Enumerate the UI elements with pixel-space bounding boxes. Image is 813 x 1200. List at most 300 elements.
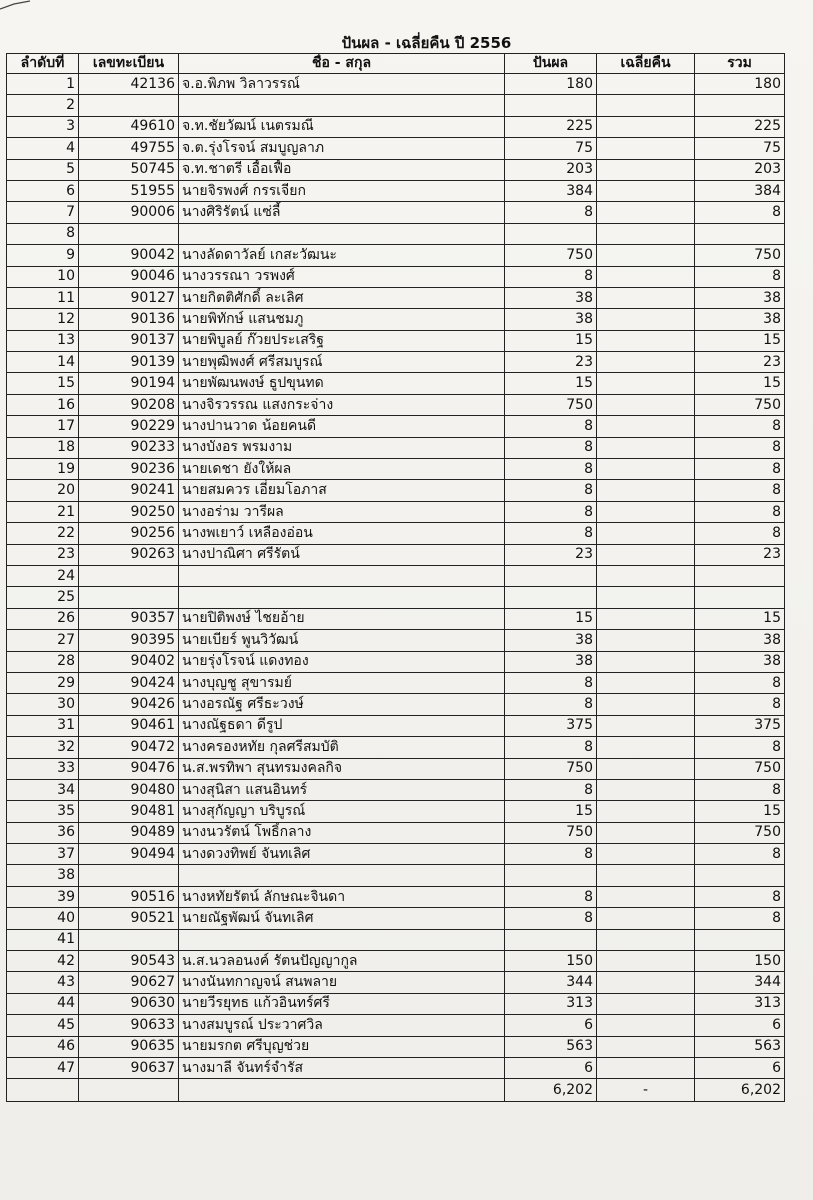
cell-total: 8 (695, 266, 785, 287)
cell-no: 37 (7, 844, 79, 865)
cell-name: นายพิทักษ์ แสนชมภู (179, 309, 505, 330)
totals-total: 6,202 (695, 1079, 785, 1102)
cell-total (695, 223, 785, 244)
cell-name (179, 95, 505, 116)
cell-dividend: 8 (505, 480, 597, 501)
totals-blank-reg (79, 1079, 179, 1102)
cell-refund (597, 651, 695, 672)
table-row (7, 116, 785, 137)
cell-no: 40 (7, 908, 79, 929)
cell-no: 9 (7, 245, 79, 266)
cell-total: 563 (695, 1036, 785, 1057)
cell-refund (597, 694, 695, 715)
cell-total: 750 (695, 245, 785, 266)
cell-reg: 90256 (79, 523, 179, 544)
table-row (7, 138, 785, 159)
cell-name: นางหทัยรัตน์ ลักษณะจินดา (179, 886, 505, 907)
cell-name: นางอรณัฐ ศรีธะวงษ์ (179, 694, 505, 715)
cell-name: นางลัดดาวัลย์ เกสะวัฒนะ (179, 245, 505, 266)
cell-dividend (505, 565, 597, 586)
cell-refund (597, 266, 695, 287)
cell-name: น.ส.นวลอนงค์ รัตนปัญญากูล (179, 951, 505, 972)
cell-refund (597, 95, 695, 116)
cell-refund (597, 74, 695, 95)
table-header-row (7, 54, 785, 74)
cell-no: 38 (7, 865, 79, 886)
cell-reg: 90236 (79, 459, 179, 480)
cell-no: 43 (7, 972, 79, 993)
table-row (7, 245, 785, 266)
cell-total: 15 (695, 330, 785, 351)
table-row (7, 180, 785, 201)
cell-no: 45 (7, 1015, 79, 1036)
table-row (7, 1057, 785, 1078)
cell-no: 19 (7, 459, 79, 480)
cell-refund (597, 501, 695, 522)
cell-reg: 90633 (79, 1015, 179, 1036)
table-row (7, 544, 785, 565)
cell-name: นายเบียร์ พูนวิวัฒน์ (179, 630, 505, 651)
cell-no: 29 (7, 672, 79, 693)
cell-dividend: 8 (505, 459, 597, 480)
cell-total: 344 (695, 972, 785, 993)
cell-total: 8 (695, 480, 785, 501)
cell-refund (597, 608, 695, 629)
dividend-table (6, 53, 785, 1102)
cell-total: 38 (695, 309, 785, 330)
cell-refund (597, 908, 695, 929)
cell-reg: 90480 (79, 779, 179, 800)
cell-total: 150 (695, 951, 785, 972)
cell-reg: 90472 (79, 737, 179, 758)
cell-no: 18 (7, 437, 79, 458)
table-row (7, 74, 785, 95)
cell-name: นางศิริรัตน์ แซ่ลี้ (179, 202, 505, 223)
cell-no: 1 (7, 74, 79, 95)
cell-dividend: 75 (505, 138, 597, 159)
cell-reg: 90637 (79, 1057, 179, 1078)
cell-name: จ.ต.รุ่งโรจน์ สมบูญลาภ (179, 138, 505, 159)
cell-name: นายปิติพงษ์ ไชยอ้าย (179, 608, 505, 629)
cell-refund (597, 459, 695, 480)
cell-no: 13 (7, 330, 79, 351)
cell-total: 15 (695, 373, 785, 394)
header-dividend: ปันผล (505, 54, 597, 74)
cell-reg: 90208 (79, 394, 179, 415)
cell-total: 8 (695, 523, 785, 544)
cell-refund (597, 844, 695, 865)
cell-name: นายวีรยุทธ แก้วอินทร์ศรี (179, 993, 505, 1014)
cell-dividend: 750 (505, 758, 597, 779)
cell-no: 39 (7, 886, 79, 907)
cell-name: นางอร่าม วารีผล (179, 501, 505, 522)
table-row (7, 779, 785, 800)
cell-dividend: 8 (505, 437, 597, 458)
table-row (7, 801, 785, 822)
cell-refund (597, 373, 695, 394)
cell-no: 26 (7, 608, 79, 629)
cell-name: นางสุกัญญา บริบูรณ์ (179, 801, 505, 822)
table-row (7, 951, 785, 972)
cell-name: จ.ท.ชาตรี เอื้อเฟื้อ (179, 159, 505, 180)
cell-total: 750 (695, 758, 785, 779)
cell-total: 23 (695, 544, 785, 565)
cell-name: นางนวรัตน์ โพธิ์กลาง (179, 822, 505, 843)
table-row (7, 480, 785, 501)
cell-total: 750 (695, 394, 785, 415)
cell-dividend: 8 (505, 779, 597, 800)
cell-no: 35 (7, 801, 79, 822)
cell-dividend: 38 (505, 630, 597, 651)
table-row (7, 694, 785, 715)
table-row (7, 523, 785, 544)
cell-no: 47 (7, 1057, 79, 1078)
cell-no: 3 (7, 116, 79, 137)
cell-total: 8 (695, 672, 785, 693)
cell-name: นางครองหทัย กุลศรีสมบัติ (179, 737, 505, 758)
cell-no: 42 (7, 951, 79, 972)
cell-reg: 90136 (79, 309, 179, 330)
totals-dividend: 6,202 (505, 1079, 597, 1102)
cell-no: 10 (7, 266, 79, 287)
cell-reg: 90461 (79, 715, 179, 736)
cell-reg: 49610 (79, 116, 179, 137)
cell-refund (597, 394, 695, 415)
table-row (7, 202, 785, 223)
cell-dividend: 15 (505, 373, 597, 394)
cell-no: 24 (7, 565, 79, 586)
cell-total: 38 (695, 287, 785, 308)
cell-total: 384 (695, 180, 785, 201)
cell-dividend: 8 (505, 672, 597, 693)
cell-dividend (505, 587, 597, 608)
cell-total: 750 (695, 822, 785, 843)
cell-reg: 90006 (79, 202, 179, 223)
table-row (7, 95, 785, 116)
cell-no: 16 (7, 394, 79, 415)
cell-name (179, 587, 505, 608)
cell-name: นางสมบูรณ์ ประวาศวิล (179, 1015, 505, 1036)
cell-name: นางมาลี จันทร์จำรัส (179, 1057, 505, 1078)
cell-total: 8 (695, 737, 785, 758)
cell-name: จ.ท.ชัยวัฒน์ เนตรมณี (179, 116, 505, 137)
cell-reg (79, 95, 179, 116)
cell-refund (597, 180, 695, 201)
cell-name: นางปานวาด น้อยคนดี (179, 416, 505, 437)
table-row (7, 373, 785, 394)
cell-name: นายพิบูลย์ ก๊วยประเสริฐ (179, 330, 505, 351)
cell-no: 2 (7, 95, 79, 116)
cell-name: นายมรกต ศรีบุญช่วย (179, 1036, 505, 1057)
cell-total: 38 (695, 630, 785, 651)
cell-dividend: 15 (505, 801, 597, 822)
cell-reg (79, 223, 179, 244)
table-row (7, 394, 785, 415)
cell-refund (597, 630, 695, 651)
cell-name: นายเดชา ยังให้ผล (179, 459, 505, 480)
cell-dividend: 38 (505, 287, 597, 308)
table-row (7, 437, 785, 458)
cell-refund (597, 202, 695, 223)
cell-reg: 90127 (79, 287, 179, 308)
table-row (7, 651, 785, 672)
cell-name: นางนันทกาญจน์ สนพลาย (179, 972, 505, 993)
cell-dividend (505, 95, 597, 116)
table-row (7, 501, 785, 522)
cell-no: 44 (7, 993, 79, 1014)
cell-dividend (505, 865, 597, 886)
cell-reg: 90494 (79, 844, 179, 865)
cell-dividend: 15 (505, 330, 597, 351)
cell-dividend: 563 (505, 1036, 597, 1057)
cell-total: 203 (695, 159, 785, 180)
pen-mark (0, 0, 40, 10)
cell-no: 41 (7, 929, 79, 950)
table-row (7, 865, 785, 886)
cell-refund (597, 309, 695, 330)
cell-name: นายรุ่งโรจน์ แดงทอง (179, 651, 505, 672)
cell-dividend: 344 (505, 972, 597, 993)
cell-no: 32 (7, 737, 79, 758)
cell-refund (597, 565, 695, 586)
cell-reg: 51955 (79, 180, 179, 201)
cell-no: 23 (7, 544, 79, 565)
cell-no: 34 (7, 779, 79, 800)
table-row (7, 737, 785, 758)
cell-dividend: 8 (505, 416, 597, 437)
cell-total: 8 (695, 779, 785, 800)
cell-dividend: 313 (505, 993, 597, 1014)
cell-reg: 90521 (79, 908, 179, 929)
cell-refund (597, 116, 695, 137)
table-row (7, 822, 785, 843)
cell-reg: 90424 (79, 672, 179, 693)
cell-no: 25 (7, 587, 79, 608)
cell-name: นางวรรณา วรพงศ์ (179, 266, 505, 287)
cell-total: 23 (695, 352, 785, 373)
cell-reg: 90042 (79, 245, 179, 266)
cell-name (179, 929, 505, 950)
cell-reg: 90476 (79, 758, 179, 779)
cell-dividend: 8 (505, 844, 597, 865)
cell-total: 8 (695, 416, 785, 437)
cell-no: 27 (7, 630, 79, 651)
cell-no: 31 (7, 715, 79, 736)
cell-refund (597, 523, 695, 544)
table-row (7, 159, 785, 180)
cell-dividend: 8 (505, 737, 597, 758)
table-row (7, 266, 785, 287)
cell-dividend (505, 223, 597, 244)
cell-total: 8 (695, 844, 785, 865)
cell-refund (597, 352, 695, 373)
cell-no: 5 (7, 159, 79, 180)
cell-refund (597, 1036, 695, 1057)
page-title: ปันผล - เฉลี่ยคืน ปี 2556 (341, 34, 512, 52)
table-body (7, 74, 785, 1079)
table-row (7, 309, 785, 330)
cell-reg (79, 929, 179, 950)
cell-name: นางณัฐธดา ดีรูป (179, 715, 505, 736)
cell-refund (597, 287, 695, 308)
table-row (7, 715, 785, 736)
table-row (7, 352, 785, 373)
cell-reg: 90137 (79, 330, 179, 351)
cell-no: 12 (7, 309, 79, 330)
cell-refund (597, 223, 695, 244)
cell-refund (597, 245, 695, 266)
header-reg: เลขทะเบียน (79, 54, 179, 74)
table-row (7, 844, 785, 865)
totals-refund: - (597, 1079, 695, 1102)
table-row (7, 758, 785, 779)
cell-dividend: 750 (505, 245, 597, 266)
cell-dividend: 8 (505, 694, 597, 715)
cell-reg: 90046 (79, 266, 179, 287)
cell-name: นายณัฐพัฒน์ จันทเลิศ (179, 908, 505, 929)
cell-refund (597, 437, 695, 458)
cell-total: 15 (695, 801, 785, 822)
cell-total: 38 (695, 651, 785, 672)
cell-name: นางปาณิศา ศรีรัตน์ (179, 544, 505, 565)
cell-dividend: 23 (505, 544, 597, 565)
cell-total: 180 (695, 74, 785, 95)
cell-dividend: 15 (505, 608, 597, 629)
table-row (7, 287, 785, 308)
table-row (7, 608, 785, 629)
cell-no: 15 (7, 373, 79, 394)
cell-name: นายกิตติศักดิ์ ละเลิศ (179, 287, 505, 308)
cell-dividend: 384 (505, 180, 597, 201)
cell-reg: 90395 (79, 630, 179, 651)
cell-refund (597, 758, 695, 779)
cell-refund (597, 822, 695, 843)
cell-dividend: 8 (505, 908, 597, 929)
cell-no: 14 (7, 352, 79, 373)
cell-refund (597, 480, 695, 501)
table-row (7, 630, 785, 651)
cell-no: 4 (7, 138, 79, 159)
cell-name: น.ส.พรทิพา สุนทรมงคลกิจ (179, 758, 505, 779)
header-total: รวม (695, 54, 785, 74)
cell-no: 21 (7, 501, 79, 522)
cell-name: นางบุญชู สุขารมย์ (179, 672, 505, 693)
cell-refund (597, 972, 695, 993)
cell-reg: 50745 (79, 159, 179, 180)
cell-total (695, 929, 785, 950)
cell-refund (597, 886, 695, 907)
cell-name: นางจิรวรรณ แสงกระจ่าง (179, 394, 505, 415)
cell-total: 8 (695, 437, 785, 458)
cell-name (179, 223, 505, 244)
cell-name: นางบังอร พรมงาม (179, 437, 505, 458)
cell-reg: 90543 (79, 951, 179, 972)
cell-dividend: 150 (505, 951, 597, 972)
cell-reg (79, 565, 179, 586)
cell-no: 11 (7, 287, 79, 308)
cell-no: 36 (7, 822, 79, 843)
cell-total (695, 865, 785, 886)
cell-dividend: 8 (505, 523, 597, 544)
cell-total: 6 (695, 1057, 785, 1078)
cell-refund (597, 993, 695, 1014)
cell-total (695, 565, 785, 586)
cell-refund (597, 951, 695, 972)
header-name: ชื่อ - สกุล (179, 54, 505, 74)
totals-blank-name (179, 1079, 505, 1102)
cell-reg: 90357 (79, 608, 179, 629)
cell-reg: 90630 (79, 993, 179, 1014)
cell-reg: 90263 (79, 544, 179, 565)
cell-reg: 90194 (79, 373, 179, 394)
cell-refund (597, 330, 695, 351)
totals-blank-no (7, 1079, 79, 1102)
table-row (7, 587, 785, 608)
cell-dividend: 6 (505, 1057, 597, 1078)
table-row (7, 565, 785, 586)
table-row (7, 672, 785, 693)
cell-name: นางพเยาว์ เหลืองอ่อน (179, 523, 505, 544)
cell-reg: 90516 (79, 886, 179, 907)
cell-no: 6 (7, 180, 79, 201)
cell-name (179, 865, 505, 886)
cell-reg: 90233 (79, 437, 179, 458)
cell-reg: 90250 (79, 501, 179, 522)
cell-dividend: 375 (505, 715, 597, 736)
cell-dividend: 750 (505, 822, 597, 843)
cell-name: จ.อ.พิภพ วิลาวรรณ์ (179, 74, 505, 95)
table-row (7, 1015, 785, 1036)
header-refund: เฉลี่ยคืน (597, 54, 695, 74)
cell-name: นางสุนิสา แสนอินทร์ (179, 779, 505, 800)
cell-reg (79, 865, 179, 886)
cell-no: 22 (7, 523, 79, 544)
cell-refund (597, 715, 695, 736)
cell-reg: 90139 (79, 352, 179, 373)
table-row (7, 929, 785, 950)
cell-total (695, 95, 785, 116)
cell-refund (597, 865, 695, 886)
cell-dividend: 8 (505, 501, 597, 522)
cell-total: 375 (695, 715, 785, 736)
cell-dividend: 180 (505, 74, 597, 95)
table-row (7, 993, 785, 1014)
cell-refund (597, 1057, 695, 1078)
cell-name: นายจิรพงศ์ กรรเจียก (179, 180, 505, 201)
cell-reg: 90635 (79, 1036, 179, 1057)
cell-dividend: 750 (505, 394, 597, 415)
cell-reg: 90241 (79, 480, 179, 501)
cell-dividend: 8 (505, 266, 597, 287)
cell-reg (79, 587, 179, 608)
cell-dividend: 6 (505, 1015, 597, 1036)
cell-name: นายสมควร เอี่ยมโอภาส (179, 480, 505, 501)
cell-reg: 90489 (79, 822, 179, 843)
table-row (7, 1036, 785, 1057)
table-row (7, 223, 785, 244)
cell-total: 8 (695, 886, 785, 907)
cell-total: 8 (695, 694, 785, 715)
cell-total: 8 (695, 202, 785, 223)
cell-name: นายพัฒนพงษ์ ธูปขุนทด (179, 373, 505, 394)
table-row (7, 416, 785, 437)
cell-dividend: 38 (505, 309, 597, 330)
cell-name: นางดวงทิพย์ จันทเลิศ (179, 844, 505, 865)
cell-reg: 90229 (79, 416, 179, 437)
cell-refund (597, 544, 695, 565)
header-no: ลำดับที่ (7, 54, 79, 74)
cell-total: 15 (695, 608, 785, 629)
